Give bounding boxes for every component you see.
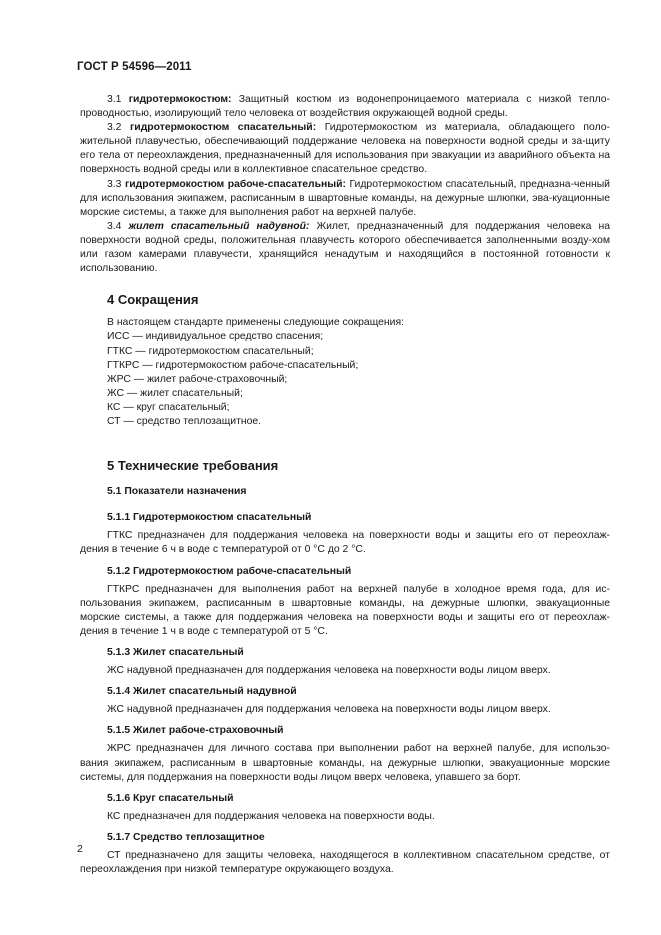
subsection-5-1-3-text: ЖС надувной предназначен для поддержания человека на поверхности воды лицом вверх.: [107, 665, 551, 677]
subsection-5-1-1-heading: 5.1.1 Гидротермокостюм спасательный: [107, 512, 312, 524]
definition-number: 3.4: [107, 220, 122, 232]
page-number: 2: [77, 843, 83, 855]
document-body: [80, 93, 610, 877]
subsection-5-1-1-text: ГТКС предназначен для поддержания человека на поверхности воды и защиты его от переохлаж-дения в течение 6 ч в воде с температурой от 0 °С до 2 °С.: [80, 530, 610, 556]
definition-3-3: [80, 178, 610, 220]
subsection-5-1-4-text: ЖС надувной предназначен для поддержания человека на поверхности воды лицом вверх.: [107, 704, 551, 716]
definition-3-2: [80, 121, 610, 177]
subsection-5-1-2-text: ГТКРС предназначен для выполнения работ на верхней палубе в холодное время года, для ис-пользования экипажем, расписанным в швартовные команды, на дежурные шлюпки, эвакуационные морские системы, а также для поддержания человека на поверхности воды и защиты его от переохлаж-дения в течение 1 ч в воде с температурой от 5 °С.: [80, 583, 610, 637]
subsection-5-1-5-heading: 5.1.5 Жилет рабоче-страховочный: [107, 725, 284, 737]
definition-term: гидротермокостюм рабоче-спасательный:: [124, 178, 347, 190]
list-item: ГТКС — гидротермокостюм спасательный;: [107, 345, 314, 357]
subsection-5-1-3-heading: 5.1.3 Жилет спасательный: [107, 647, 244, 658]
definition-number: 3.3: [107, 178, 122, 190]
definition-3-1: [80, 93, 610, 121]
definition-text: Жилет, предназначенный для поддержания человека на поверхности водной среды, положительная плавучесть которого обеспечивается заполненными возду-хом или газом камерами плавучести, хранящийся ненадутым и находящийся в постоянной готовности к использованию.: [80, 220, 610, 275]
list-item: ЖС — жилет спасательный;: [107, 387, 243, 399]
subsection-5-1-7-text: СТ предназначено для защиты человека, находящегося в коллективном спасательном средстве, от переохлаждения при низкой температуре окружающего воздуха.: [80, 850, 610, 876]
definition-number: 3.1: [107, 94, 122, 105]
abbreviations-intro: В настоящем стандарте применены следующие сокращения:: [107, 317, 404, 329]
definition-3-4: [80, 220, 610, 276]
subsection-5-1-7-heading: 5.1.7 Средство теплозащитное: [107, 831, 265, 843]
definition-term: жилет спасательный надувной:: [128, 220, 310, 232]
subsection-5-1-6-heading: 5.1.6 Круг спасательный: [107, 792, 234, 804]
subsection-5-1-2-heading: 5.1.2 Гидротермокостюм рабоче-спасательный: [107, 565, 352, 577]
list-item: СТ — средство теплозащитное.: [107, 415, 262, 427]
definition-term: гидротермокостюм спасательный:: [129, 122, 317, 134]
list-item: ГТКРС — гидротермокостюм рабоче-спасательный;: [107, 359, 359, 371]
definition-text: Защитный костюм из водонепроницаемого материала с низкой тепло-проводностью, изолирующий тело человека от воздействия окружающей водной среды.: [80, 94, 610, 120]
definition-term: гидротермокостюм:: [128, 94, 232, 105]
list-item: ИСС — индивидуальное средство спасения;: [107, 331, 324, 343]
section-5-title: 5 Технические требования: [107, 458, 279, 474]
definition-text: Гидротермокостюм спасательный, предназна-ченный для использования экипажем, расписанным в швартовные команды, на дежурные шлюпки, эва-куационные морские системы, а также для выполнения работ на верхней палубе.: [80, 178, 610, 218]
list-item: КС — круг спасательный;: [107, 401, 230, 413]
section-4-title: 4 Сокращения: [107, 292, 199, 308]
definition-text: Гидротермокостюм из материала, обладающего поло-жительной плавучестью, обеспечивающий поддержание человека на поверхности водной среды и за-щиту его тела от переохлаждения, предназначенный для использования при эвакуации из аварийного объекта на поверхность водной среды или в коллективное спасательное средство.: [80, 122, 611, 176]
abbreviations-list: [80, 316, 610, 429]
subsection-5-1-4-heading: 5.1.4 Жилет спасательный надувной: [107, 686, 297, 698]
subsection-5-1-5-text: ЖРС предназначен для личного состава при выполнении работ на верхней палубе, для использо-вания экипажем, расписанным в швартовные команды, на дежурные шлюпки, эвакуационные морские системы, для поддержания на поверхности воды лицом вверх человека, упавшего за борт.: [80, 743, 610, 783]
subsection-5-1-6-text: КС предназначен для поддержания человека на поверхности воды.: [107, 810, 435, 822]
list-item: ЖРС — жилет рабоче-страховочный;: [107, 373, 288, 385]
standard-header: ГОСТ Р 54596—2011: [77, 61, 192, 73]
subsection-5-1-title: 5.1 Показатели назначения: [107, 486, 247, 498]
definition-number: 3.2: [107, 122, 122, 134]
